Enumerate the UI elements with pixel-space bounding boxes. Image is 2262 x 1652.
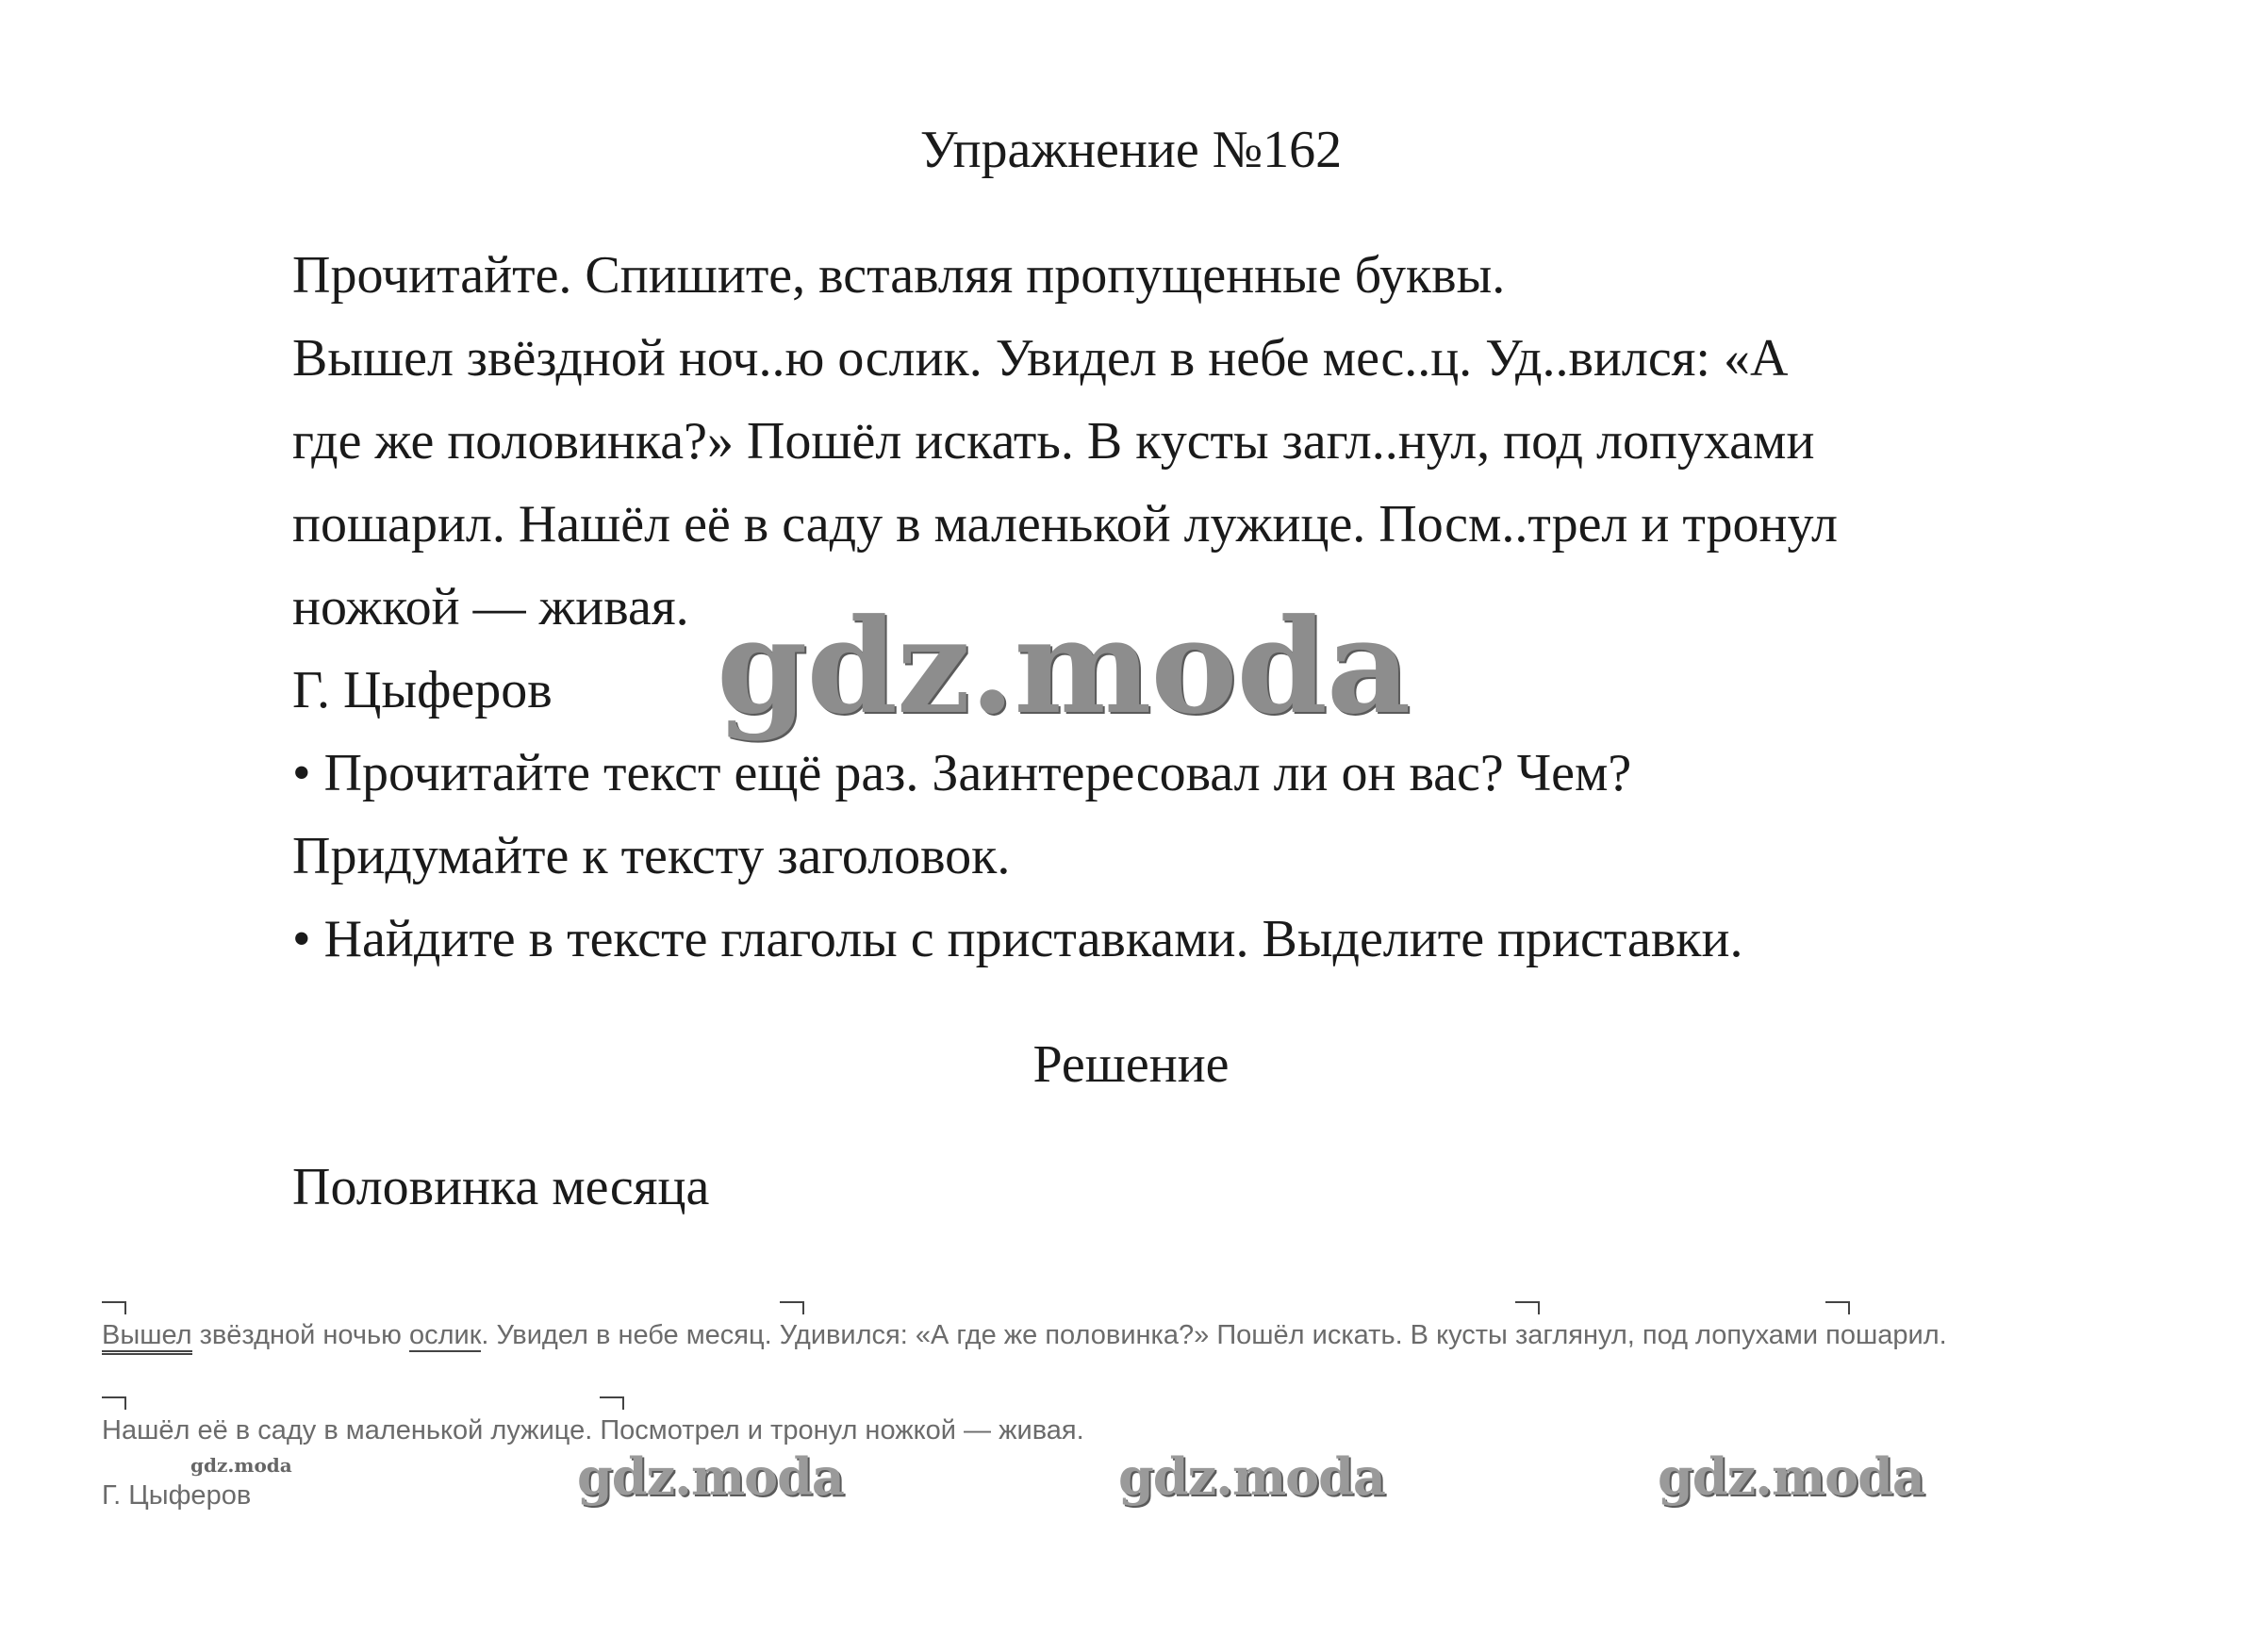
watermark: gdz.moda	[577, 1446, 844, 1507]
task-line: где же половинка?» Пошёл искать. В кусты загл..нул, под лопухами	[292, 412, 1815, 471]
solution-text: шёл её в саду в маленькой лужице.	[137, 1415, 601, 1446]
task-line: пошарил. Нашёл её в саду в маленькой лужице. Посм..трел и тронул	[292, 495, 1838, 553]
prefix-mark: за	[1514, 1320, 1544, 1350]
watermark: gdz.moda	[1658, 1446, 1924, 1507]
solution-line-1	[102, 1316, 1947, 1354]
task-author: Г. Цыферов	[292, 661, 553, 719]
watermark: gdz.moda	[190, 1454, 292, 1477]
task-question: • Найдите в тексте глаголы с приставками. Выделите приставки.	[292, 910, 1743, 968]
solution-text: Увидел в небе месяц.	[496, 1320, 780, 1350]
subject-underline: ослик	[408, 1320, 482, 1350]
solution-text: Пошёл искать. В кусты	[1216, 1320, 1515, 1350]
solution-text: глянул, под лопухами	[1543, 1320, 1826, 1350]
answer-title: Половинка месяца	[292, 1158, 710, 1216]
solution-text: .	[481, 1320, 497, 1350]
predicate-underline: шел	[140, 1320, 191, 1355]
solution-author: Г. Цыферов	[102, 1480, 252, 1511]
solution-text: шарил.	[1855, 1320, 1947, 1350]
watermark: gdz.moda	[717, 589, 1411, 743]
task-line: ножкой — живая.	[292, 578, 689, 636]
task-question: • Прочитайте текст ещё раз. Заинтересовал ли он вас? Чем?	[292, 744, 1632, 802]
solution-text: ивился: «А где же половинка?»	[810, 1320, 1217, 1350]
prefix-mark: На	[102, 1415, 138, 1446]
exercise-title: Упражнение №162	[919, 121, 1343, 179]
solution-text: звёздной ночью	[191, 1320, 409, 1350]
watermark: gdz.moda	[1118, 1446, 1385, 1507]
task-line: Вышел звёздной ноч..ю ослик. Увидел в небе мес..ц. Уд..вился: «А	[292, 329, 1789, 388]
task-line: Придумайте к тексту заголовок.	[292, 827, 1011, 885]
task-line: Прочитайте. Спишите, вставляя пропущенные буквы.	[292, 246, 1506, 305]
solution-line-2	[102, 1412, 1084, 1449]
prefix-mark: По	[600, 1415, 636, 1446]
prefix-mark: Уд	[779, 1320, 811, 1350]
prefix-mark: Вы	[102, 1320, 140, 1355]
solution-heading: Решение	[1032, 1035, 1230, 1094]
solution-text: смотрел и тронул ножкой — живая.	[635, 1415, 1084, 1446]
prefix-mark: по	[1825, 1320, 1856, 1350]
